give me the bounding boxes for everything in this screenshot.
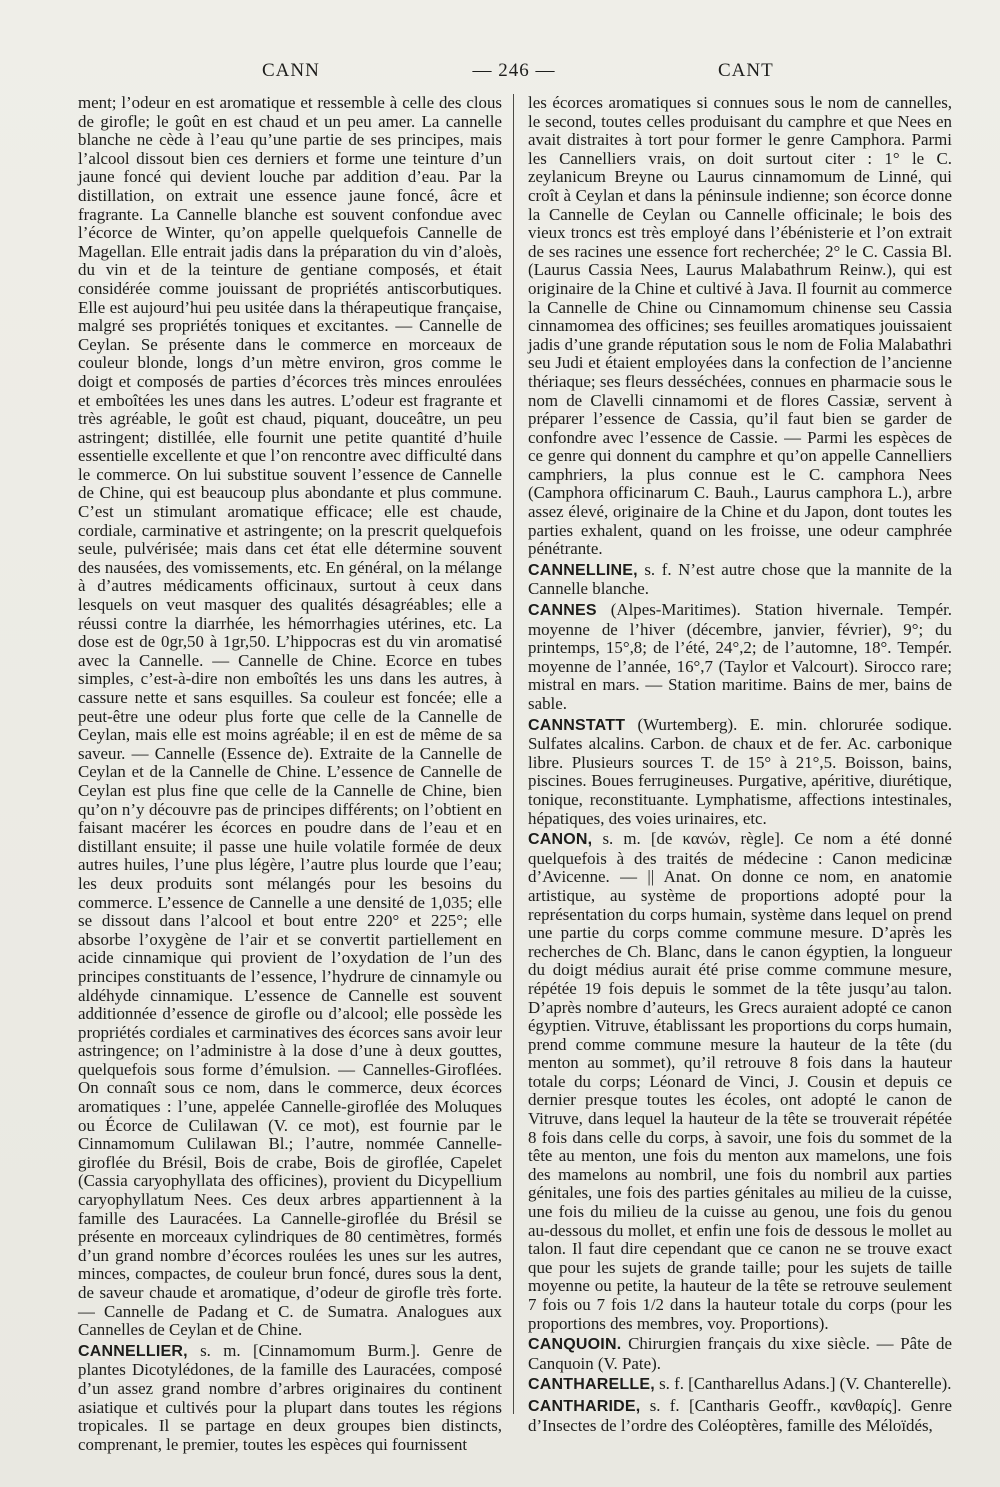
left-column (78, 94, 502, 1456)
right-column (528, 94, 952, 1437)
entry-cannstatt (528, 716, 952, 829)
entry-canon (528, 830, 952, 1333)
column-divider (513, 94, 514, 1414)
headword-cannelline: CANNELLINE, (528, 561, 638, 579)
cannellier-continuation-paragraph: les écorces aromatiques si connues sous le nom de cannelles, le second, toutes celles produisant du camphre et que Nees en avait distraites à tort pour former le genre Camphora. Parmi les Cannelliers vrais, on doit surtout citer : 1° le C. zeylanicum Breyne ou Laurus cinnamomum de Linné, qui croît à Ceylan et dans la péninsule indienne; son écorce donne la Cannelle de Ceylan ou Cannelle officinale; le bois des vieux troncs est très employé dans l’ébénisterie et l’on extrait de ses racines une essence fort recherchée; 2° le C. Cassia Bl. (Laurus Cassia Nees, Laurus Malabathrum Reinw.), qui est originaire de la Chine et cultivé à Java. Il fournit au commerce la Cannelle de Chine ou Cinnamomum chinense seu Cassia cinnamomea des officines; ses feuilles aromatiques jouissaient jadis d’une grande réputation sous le nom de Folia Malabathri seu Judi et étaient employées dans la confection de l’ancienne thériaque; ses fleurs desséchées, connues en pharmacie sous le nom de Clavelli cinnamomi et de flores Cassiæ, servent à préparer l’essence de Cassia, qu’il faut bien se garder de confondre avec l’essence de Cassie. — Parmi les espèces de ce genre qui donnent du camphre et qu’on appelle Cannelliers camphriers, la plus connue est le C. camphora Nees (Camphora officinarum C. Bauh., Laurus camphora L.), arbre assez élevé, originaire de la Chine et du Japon, dont toutes les parties exhalent, quand on les froisse, une odeur camphrée pénétrante. (528, 93, 952, 559)
headword-cannes: CANNES (528, 602, 597, 620)
entry-cantharelle (528, 1375, 952, 1395)
page-number: — 246 — (472, 60, 556, 81)
definition-cannstatt: (Wurtemberg). E. min. chlorurée sodique. Sulfates alcalins. Carbon. de chaux et de fer. Ac. carbonique libre. Plusieurs sources T. de 15° à 21°,5. Boisson, bains, piscines. Boues ferrugineuses. Purgative, apéritive, diurétique, tonique, reconstituante. Lymphatisme, affections intestinales, hépatiques, des voies urinaires, etc. (528, 714, 952, 828)
headword-canon: CANON, (528, 831, 593, 849)
header-left-guide-word: CANN (262, 60, 320, 81)
entry-cannes (528, 601, 952, 714)
running-head (78, 60, 950, 86)
headword-cantharelle: CANTHARELLE, (528, 1376, 655, 1394)
definition-cannellier: s. m. [Cinnamomum Burm.]. Genre de plantes Dicotylédones, de la famille des Lauracées, composé d’un assez grand nombre d’arbres originaires du continent asiatique et cultivés pour la plupart dans toutes les régions tropicales. Il se partage en deux groupes bien distincts, comprenant, le premier, toutes les espèces qui fournissent (78, 1340, 502, 1454)
headword-cantharide: CANTHARIDE, (528, 1397, 641, 1415)
definition-cantharelle: s. f. [Cantharellus Adans.] (V. Chanterelle). (659, 1374, 952, 1394)
headword-cannstatt: CANNSTATT (528, 716, 626, 734)
definition-cantharide: s. f. [Cantharis Geoffr., κανθαρίς]. Genre d’Insectes de l’ordre des Coléoptères, famille des Méloïdés, (528, 1395, 952, 1435)
definition-canquoin: Chirurgien français du xixe siècle. — Pâte de Canquoin (V. Pate). (528, 1334, 952, 1373)
header-right-guide-word: CANT (718, 60, 774, 81)
entry-cannellier (78, 1342, 502, 1455)
definition-cannes: (Alpes-Maritimes). Station hivernale. Tempér. moyenne de l’hiver (décembre, janvier, février), 9°; du printemps, 15°,8; de l’été, 24°,2; de l’automne, 18°. Tempér. moyenne de l’année, 16°,7 (Taylor et Valcourt). Sirocco rare; mistral en mars. — Station maritime. Bains de mer, bains de sable. (528, 600, 952, 713)
entry-canquoin (528, 1335, 952, 1373)
cannelle-continuation-paragraph: ment; l’odeur en est aromatique et ressemble à celle des clous de girofle; le goût en est chaud et un peu amer. La cannelle blanche ne cède à l’eau qu’une partie de ses principes, mais l’alcool dissout bien ces derniers et forme une teinture d’un jaune foncé qui devient louche par addition d’eau. Par la distillation, on extrait une essence jaune foncé, âcre et fragrante. La Cannelle blanche est souvent confondue avec l’écorce de Winter, qu’on appelle quelquefois Cannelle de Magellan. Elle entrait jadis dans la préparation du vin d’aloès, du vin et de la teinture de gentiane composés, et était considérée comme jouissant de propriétés antiscorbutiques. Elle est aujourd’hui peu usitée dans la thérapeutique française, malgré ses propriétés toniques et excitantes. — Cannelle de Ceylan. Se présente dans le commerce en morceaux de couleur blonde, longs d’un mètre environ, gros comme le doigt et composés de parties d’écorces très minces enroulées et emboîtées les unes dans les autres. L’odeur est fragrante et très agréable, le goût est chaud, piquant, douceâtre, un peu astringent; distillée, elle fournit une petite quantité d’huile essentielle excellente et que l’on rencontre avec difficulté dans le commerce. On lui substitue souvent l’essence de Cannelle de Chine, qui est beaucoup plus abondante et plus commune. C’est un stimulant aromatique efficace; elle est chaude, cordiale, carminative et astringente; on la prescrit quelquefois seule, pulvérisée; mais dans cet état elle détermine souvent des nausées, des vomissements, etc. En général, on la mélange à d’autres médicaments officinaux, surtout à ceux dans lesquels on veut masquer des qualités désagréables; elle a réussi contre la diarrhée, les hémorrhagies utérines, etc. La dose est de 0gr,50 à 1gr,50. L’hippocras est du vin aromatisé avec la Cannelle. — Cannelle de Chine. Ecorce en tubes simples, c’est-à-dire non emboîtés les uns dans les autres, à cassure nette et sans esquilles. Sa couleur est foncée; elle a peut-être une odeur plus forte que celle de la Cannelle de Ceylan, mais elle est moins agréable; il en est de même de sa saveur. — Cannelle (Essence de). Extraite de la Cannelle de Ceylan et de la Cannelle de Chine. L’essence de Cannelle de Ceylan est plus fine que celle de la Cannelle de Chine, bien qu’on n’y découvre pas de principes différents; on l’obtient en faisant macérer les écorces en poudre dans de l’eau et en distillant ensuite; il passe une huile volatile formée de deux autres huiles, l’une plus légère, l’autre plus lourde que l’eau; les deux produits sont mélangés pour les besoins du commerce. L’essence de Cannelle a une densité de 1,035; elle se dissout dans l’alcool et bout entre 220° et 225°; elle absorbe l’oxygène de l’air et se convertit partiellement en acide cinnamique qui provient de l’oxydation de l’un des principes constituants de l’essence, l’hydrure de cinnamyle ou aldéhyde cinnamique. L’essence de Cannelle est souvent additionnée d’essence de girofle ou d’alcool; elle possède les propriétés cordiales et carminatives des écorces sans avoir leur astringence; on l’administre à la dose d’une à deux gouttes, quelquefois sous forme d’émulsion. — Cannelles-Giroflées. On connaît sous ce nom, dans le commerce, deux écorces aromatiques : l’une, appelée Cannelle-giroflée des Moluques ou Écorce de Culilawan (V. ce mot), est fournie par le Cinnamomum Culilawan Bl.; l’autre, nommée Cannelle-giroflée du Brésil, Bois de crabe, Bois de giroflée, Capelet (Cassia caryophyllata des officines), provient du Dicypellium caryophyllatum Nees. Ces deux arbres appartiennent à la famille des Lauracées. La Cannelle-giroflée du Brésil se présente en morceaux cylindriques de 80 centimètres, formés d’un grand nombre d’écorces roulées les unes sur les autres, minces, compactes, de couleur brun foncé, dures sous la dent, de saveur chaude et aromatique, d’odeur de girofle très forte. — Cannelle de Padang et C. de Sumatra. Analogues aux Cannelles de Ceylan et de Chine. (78, 93, 502, 1340)
definition-cannelline: s. f. N’est autre chose que la mannite de la Cannelle blanche. (528, 559, 952, 599)
definition-canon: s. m. [de κανών, règle]. Ce nom a été donné quelquefois à des traités de médecine : Canon medicinæ d’Avicenne. — || Anat. On donne ce nom, en anatomie artistique, au système de proportions adopté pour la représentation du corps humain, système dans lequel on prend une partie du corps comme commune mesure. D’après les recherches de Ch. Blanc, dans le canon égyptien, la longueur du doigt médius aurait été prise comme commune mesure, répétée 19 fois depuis le sommet de la tête jusqu’au talon. D’après nombre d’auteurs, les Grecs auraient adopté ce canon égyptien. Vitruve, établissant les proportions du corps humain, prend comme commune mesure la hauteur de la tête (du menton au sommet), qu’il retrouve 8 fois dans la hauteur totale du corps; Léonard de Vinci, J. Cousin et depuis ce dernier presque toutes les écoles, ont adopté le canon de Vitruve, dans lequel la hauteur de la tête se trouverait répétée 8 fois dans celle du corps, à savoir, une fois du sommet de la tête au menton, une fois du menton aux mamelons, une fois des mamelons au nombril, une fois du nombril aux parties génitales, une fois des parties génitales au milieu de la cuisse, une fois du milieu de la cuisse au genou, une fois du genou au-dessous du mollet, et enfin une fois de dessous le mollet au talon. Il faut dire cependant que ce canon ne se trouve exact que pour les sujets de grande taille; pour les sujets de taille moyenne ou petite, la hauteur de la tête se retrouve seulement 7 fois ou 7 fois 1/2 dans la hauteur totale du corps (pour les proportions des membres, voy. Proportions). (528, 829, 952, 1333)
headword-canquoin: CANQUOIN. (528, 1336, 622, 1354)
headword-cannellier: CANNELLIER, (78, 1342, 188, 1360)
entry-cantharide (528, 1397, 952, 1435)
entry-cannelline (528, 561, 952, 599)
